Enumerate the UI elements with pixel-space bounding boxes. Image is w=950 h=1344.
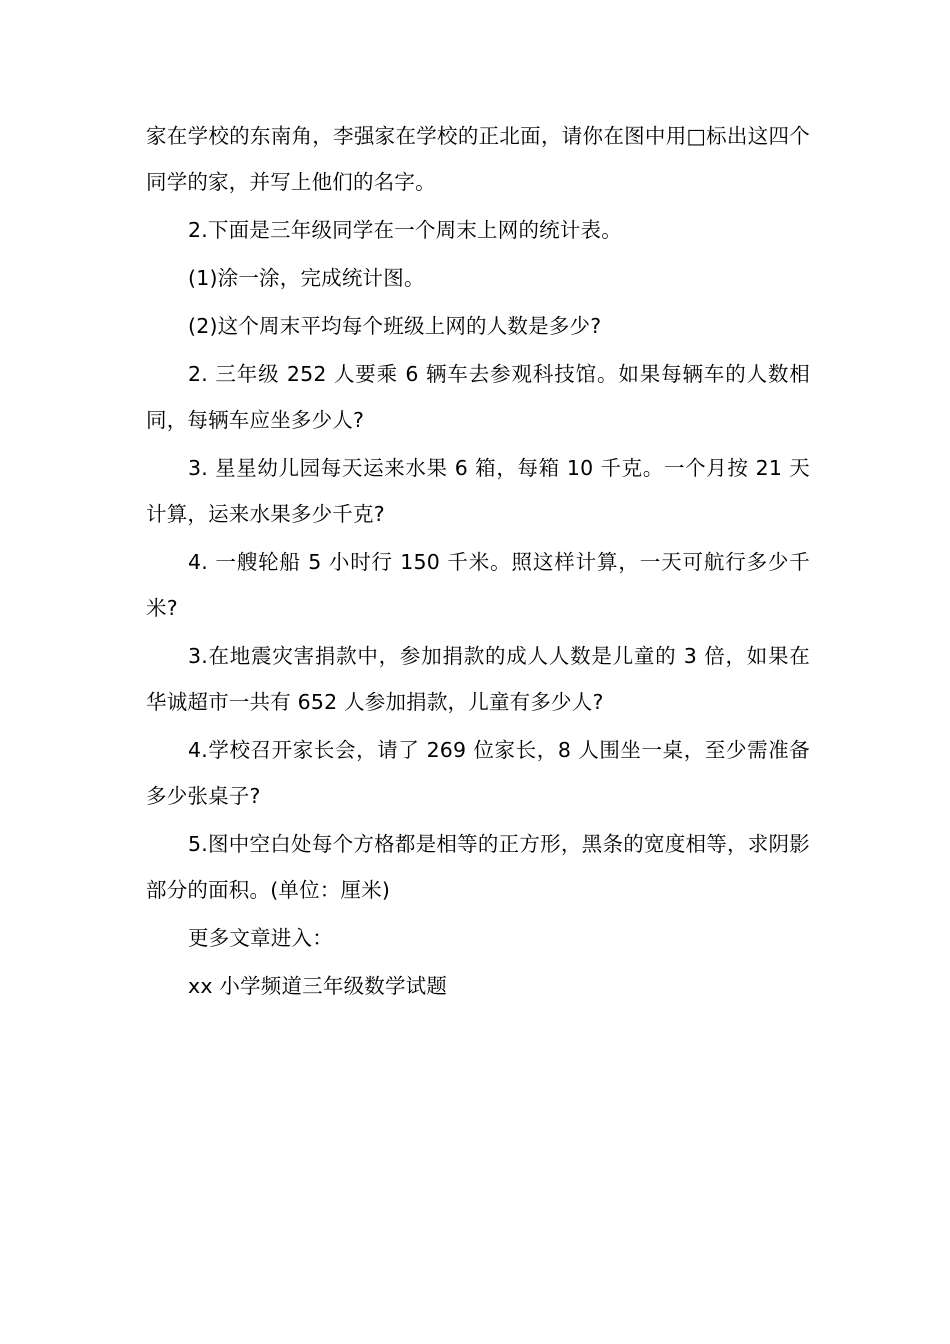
more-articles-label: 更多文章进入： — [188, 926, 333, 950]
word-problem-2: 2. 三年级 252 人要乘 6 辆车去参观科技馆。如果每辆车的人数相同，每辆车应坐多少人? — [146, 362, 810, 432]
more-articles-link[interactable]: xx 小学频道三年级数学试题 — [188, 974, 448, 998]
question-3: 3.在地震灾害捐款中，参加捐款的成人人数是儿童的 3 倍，如果在华诚超市一共有 652 人参加捐款，儿童有多少人? — [146, 644, 810, 714]
paragraph-continuation: 家在学校的东南角，李强家在学校的正北面，请你在图中用□标出这四个同学的家，并写上他们的名字。 — [146, 124, 810, 194]
word-problem-4: 4. 一艘轮船 5 小时行 150 千米。照这样计算，一天可航行多少千米? — [146, 550, 810, 620]
question-4: 4.学校召开家长会，请了 269 位家长，8 人围坐一桌，至少需准备多少张桌子? — [146, 738, 810, 808]
question-5: 5.图中空白处每个方格都是相等的正方形，黑条的宽度相等，求阴影部分的面积。(单位：厘米) — [146, 832, 810, 902]
document-body — [146, 113, 810, 1011]
question-2-part-1: (1)涂一涂，完成统计图。 — [188, 266, 425, 290]
question-2-heading: 2.下面是三年级同学在一个周末上网的统计表。 — [188, 218, 622, 242]
question-2-part-2: (2)这个周末平均每个班级上网的人数是多少? — [188, 314, 602, 338]
word-problem-3: 3. 星星幼儿园每天运来水果 6 箱，每箱 10 千克。一个月按 21 天计算，运来水果多少千克? — [146, 456, 810, 526]
